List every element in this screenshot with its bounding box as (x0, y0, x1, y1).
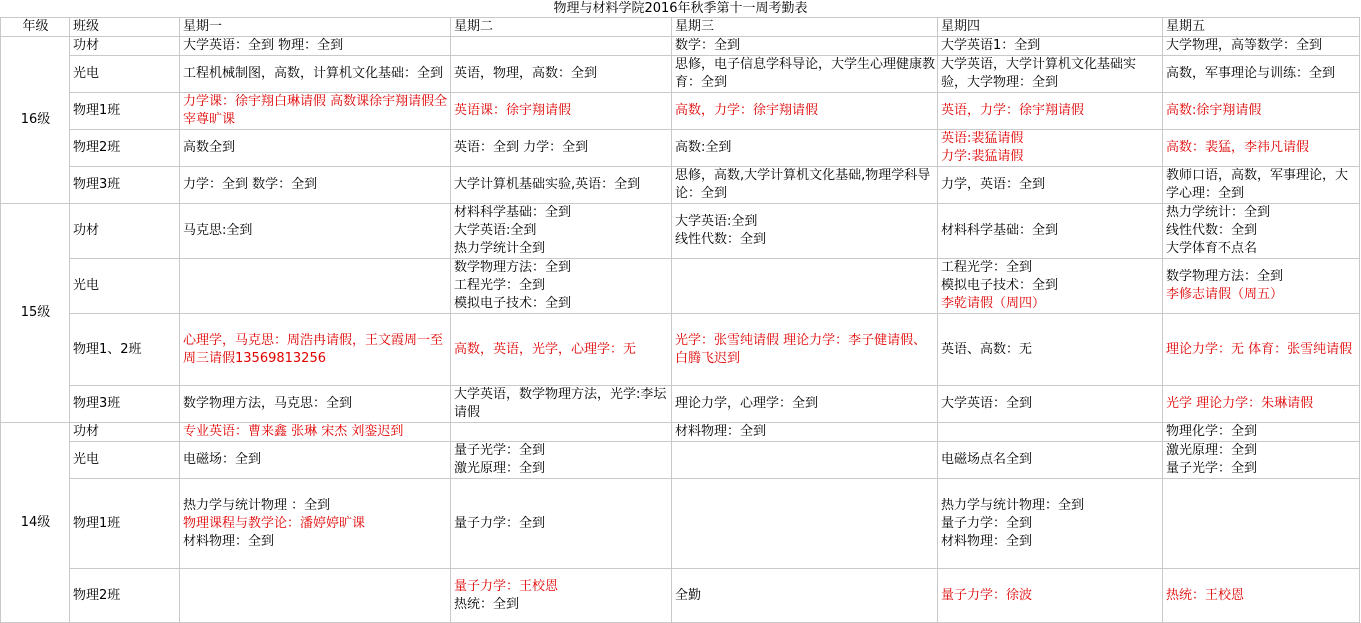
table-row (1, 93, 1360, 130)
header-monday: 星期一 (180, 18, 451, 37)
class-name-cell: 物理2班 (70, 130, 180, 167)
attendance-note: 热力学统计：全到 (1166, 205, 1271, 220)
attendance-cell-tuesday (451, 56, 672, 93)
attendance-cell-friday (1163, 386, 1360, 423)
class-name-cell: 光电 (70, 442, 180, 479)
attendance-note: 英语，物理，高数：全到 (454, 66, 598, 81)
attendance-note: 线性代数：全到 (1166, 223, 1258, 238)
attendance-cell-monday (180, 259, 451, 314)
attendance-note: 工程光学：全到 (941, 260, 1033, 275)
absence-note: 李修志请假（周五） (1166, 287, 1284, 302)
header-tuesday: 星期二 (451, 18, 672, 37)
attendance-cell-wednesday (672, 56, 938, 93)
attendance-cell-tuesday (451, 386, 672, 423)
attendance-cell-wednesday (672, 167, 938, 204)
class-name-cell: 物理1班 (70, 93, 180, 130)
attendance-cell-tuesday (451, 37, 672, 56)
attendance-note: 马克思:全到 (183, 223, 253, 238)
attendance-cell-monday (180, 37, 451, 56)
attendance-cell-wednesday (672, 37, 938, 56)
attendance-cell-wednesday (672, 130, 938, 167)
attendance-note: 数学物理方法：全到 (454, 260, 572, 275)
attendance-note: 思修，高数,大学计算机文化基础,物理学科导论：全到 (675, 168, 931, 201)
attendance-cell-wednesday (672, 204, 938, 259)
attendance-cell-thursday (938, 314, 1163, 386)
absence-note: 量子力学：王校恩 (454, 578, 559, 594)
attendance-note: 教师口语，高数，军事理论，大学心理：全到 (1166, 168, 1349, 201)
attendance-cell-monday (180, 314, 451, 386)
attendance-note: 材料科学基础：全到 (454, 205, 572, 220)
attendance-note: 思修，电子信息学科导论，大学生心理健康教育：全到 (675, 57, 936, 90)
attendance-cell-monday (180, 93, 451, 130)
table-row (1, 314, 1360, 386)
class-name-cell: 物理3班 (70, 386, 180, 423)
attendance-cell-tuesday (451, 130, 672, 167)
attendance-cell-tuesday (451, 167, 672, 204)
class-name-cell: 物理3班 (70, 167, 180, 204)
attendance-cell-friday (1163, 569, 1360, 623)
attendance-cell-tuesday (451, 442, 672, 479)
attendance-cell-thursday (938, 569, 1163, 623)
absence-note: 高数:徐宇翔请假 (1166, 103, 1262, 118)
absence-note: 英语:裴猛请假 (941, 131, 1024, 146)
attendance-cell-thursday (938, 93, 1163, 130)
attendance-cell-friday (1163, 442, 1360, 479)
attendance-note: 数学物理方法：全到 (1166, 269, 1284, 284)
attendance-cell-thursday (938, 386, 1163, 423)
attendance-cell-tuesday (451, 314, 672, 386)
absence-note: 力学:裴猛请假 (941, 149, 1024, 164)
attendance-cell-friday (1163, 167, 1360, 204)
absence-note: 力学课：徐宇翔白琳请假 高数课徐宇翔请假全宰尊旷课 (183, 94, 448, 127)
absence-note: 英语，力学：徐宇翔请假 (941, 103, 1085, 118)
attendance-cell-wednesday (672, 423, 938, 442)
class-name-cell: 物理1班 (70, 479, 180, 569)
header-thursday: 星期四 (938, 18, 1163, 37)
attendance-note: 大学英语，大学计算机文化基础实验，大学物理：全到 (941, 57, 1137, 90)
table-row (1, 442, 1360, 479)
attendance-note: 大学英语:全到 (675, 214, 758, 229)
header-class: 班级 (70, 18, 180, 37)
attendance-note: 激光原理：全到 (1166, 443, 1258, 458)
attendance-cell-thursday (938, 37, 1163, 56)
grade-cell: 14级 (1, 423, 70, 623)
sheet-title: 物理与材料学院2016年秋季第十一周考勤表 (553, 1, 808, 16)
class-name-cell: 功材 (70, 423, 180, 442)
attendance-cell-friday (1163, 56, 1360, 93)
table-row (1, 56, 1360, 93)
attendance-note: 英语：全到 力学：全到 (454, 140, 589, 155)
attendance-note: 大学英语1：全到 (941, 38, 1041, 53)
grade-cell: 16级 (1, 37, 70, 204)
table-row (1, 259, 1360, 314)
header-row (1, 18, 1360, 37)
attendance-cell-friday (1163, 423, 1360, 442)
absence-note: 光学：张雪纯请假 理论力学：李子健请假、白腾飞迟到 (675, 332, 927, 366)
attendance-cell-monday (180, 130, 451, 167)
attendance-cell-friday (1163, 479, 1360, 569)
absence-note: 理论力学：无 体育：张雪纯请假 (1166, 341, 1353, 357)
attendance-cell-friday (1163, 259, 1360, 314)
attendance-cell-friday (1163, 204, 1360, 259)
attendance-cell-wednesday (672, 386, 938, 423)
table-row (1, 167, 1360, 204)
attendance-note: 量子光学：全到 (1166, 461, 1258, 476)
attendance-cell-tuesday (451, 569, 672, 623)
attendance-note: 高数全到 (183, 140, 236, 155)
attendance-cell-wednesday (672, 314, 938, 386)
table-row (1, 386, 1360, 423)
attendance-cell-thursday (938, 442, 1163, 479)
attendance-note: 大学英语，数学物理方法，光学:李坛请假 (454, 387, 667, 420)
attendance-cell-monday (180, 167, 451, 204)
attendance-note: 力学：全到 数学：全到 (183, 177, 318, 192)
attendance-cell-thursday (938, 130, 1163, 167)
attendance-cell-thursday (938, 167, 1163, 204)
attendance-note: 量子力学：全到 (454, 515, 546, 531)
attendance-note: 热力学与统计物理 ：全到 (183, 497, 331, 513)
absence-note: 英语课：徐宇翔请假 (454, 103, 572, 118)
attendance-cell-thursday (938, 479, 1163, 569)
attendance-note: 量子光学：全到 (454, 443, 546, 458)
attendance-note: 电磁场：全到 (183, 452, 262, 467)
attendance-note: 量子力学：全到 (941, 515, 1033, 531)
attendance-cell-thursday (938, 423, 1163, 442)
absence-note: 高数，力学：徐宇翔请假 (675, 103, 819, 118)
attendance-note: 大学计算机基础实验,英语：全到 (454, 177, 641, 192)
table-row (1, 130, 1360, 167)
table-row (1, 479, 1360, 569)
class-name-cell: 光电 (70, 259, 180, 314)
table-row (1, 37, 1360, 56)
attendance-cell-monday (180, 204, 451, 259)
attendance-cell-wednesday (672, 569, 938, 623)
attendance-note: 电磁场点名全到 (941, 452, 1033, 467)
attendance-note: 材料物理：全到 (675, 424, 767, 439)
attendance-cell-friday (1163, 314, 1360, 386)
attendance-cell-monday (180, 386, 451, 423)
header-friday: 星期五 (1163, 18, 1360, 37)
attendance-cell-monday (180, 479, 451, 569)
attendance-note: 材料物理：全到 (183, 533, 275, 549)
absence-note: 李乾请假（周四） (941, 296, 1046, 311)
class-name-cell: 功材 (70, 204, 180, 259)
attendance-note: 力学，英语：全到 (941, 177, 1046, 192)
absence-note: 物理课程与教学论：潘婷婷旷课 (183, 515, 366, 531)
attendance-note: 理论力学，心理学：全到 (675, 396, 819, 411)
attendance-note: 大学英语:全到 (454, 223, 537, 238)
attendance-note: 大学物理，高等数学：全到 (1166, 38, 1323, 53)
attendance-note: 工程光学：全到 (454, 278, 546, 293)
attendance-note: 热统：全到 (454, 596, 520, 612)
attendance-cell-thursday (938, 259, 1163, 314)
absence-note: 热统：王校恩 (1166, 587, 1245, 603)
attendance-note: 数学：全到 (675, 38, 741, 53)
attendance-note: 线性代数：全到 (675, 232, 767, 247)
attendance-note: 大学英语：全到 (941, 396, 1033, 411)
attendance-note: 大学体育不点名 (1166, 241, 1258, 256)
absence-note: 量子力学：徐波 (941, 587, 1033, 603)
attendance-cell-friday (1163, 37, 1360, 56)
attendance-cell-monday (180, 56, 451, 93)
absence-note: 专业英语：曹来鑫 张琳 宋杰 刘銮迟到 (183, 424, 404, 439)
header-wednesday: 星期三 (672, 18, 938, 37)
attendance-cell-thursday (938, 56, 1163, 93)
attendance-cell-wednesday (672, 259, 938, 314)
class-name-cell: 功材 (70, 37, 180, 56)
attendance-note: 英语、高数：无 (941, 341, 1033, 357)
grade-cell: 15级 (1, 204, 70, 423)
absence-note: 高数，英语，光学，心理学：无 (454, 341, 637, 357)
attendance-cell-tuesday (451, 204, 672, 259)
table-row (1, 569, 1360, 623)
attendance-cell-tuesday (451, 479, 672, 569)
attendance-note: 激光原理：全到 (454, 461, 546, 476)
attendance-table (0, 17, 1360, 623)
attendance-note: 全勤 (675, 587, 702, 603)
attendance-note: 模拟电子技术：全到 (941, 278, 1059, 293)
attendance-cell-monday (180, 569, 451, 623)
table-row (1, 204, 1360, 259)
attendance-cell-monday (180, 423, 451, 442)
absence-note: 高数：裴猛，李祎凡请假 (1166, 140, 1310, 155)
class-name-cell: 物理1、2班 (70, 314, 180, 386)
attendance-cell-wednesday (672, 442, 938, 479)
class-name-cell: 光电 (70, 56, 180, 93)
attendance-cell-tuesday (451, 93, 672, 130)
attendance-note: 物理化学：全到 (1166, 424, 1258, 439)
attendance-cell-tuesday (451, 423, 672, 442)
attendance-note: 材料科学基础：全到 (941, 223, 1059, 238)
attendance-note: 高数:全到 (675, 140, 732, 155)
attendance-cell-monday (180, 442, 451, 479)
attendance-note: 大学英语：全到 物理：全到 (183, 38, 344, 53)
attendance-note: 材料物理：全到 (941, 533, 1033, 549)
absence-note: 心理学，马克思：周浩冉请假，王文霞周一至周三请假13569813256 (183, 332, 444, 366)
attendance-cell-friday (1163, 130, 1360, 167)
attendance-cell-wednesday (672, 93, 938, 130)
attendance-note: 热力学统计全到 (454, 241, 546, 256)
attendance-note: 模拟电子技术：全到 (454, 296, 572, 311)
attendance-cell-thursday (938, 204, 1163, 259)
header-grade: 年级 (1, 18, 70, 37)
attendance-cell-tuesday (451, 259, 672, 314)
attendance-note: 数学物理方法，马克思：全到 (183, 396, 353, 411)
attendance-note: 热力学与统计物理：全到 (941, 497, 1085, 513)
class-name-cell: 物理2班 (70, 569, 180, 623)
attendance-cell-friday (1163, 93, 1360, 130)
table-row (1, 423, 1360, 442)
attendance-note: 高数，军事理论与训练：全到 (1166, 66, 1336, 81)
absence-note: 光学 理论力学：朱琳请假 (1166, 396, 1314, 411)
attendance-cell-wednesday (672, 479, 938, 569)
attendance-note: 工程机械制图，高数，计算机文化基础：全到 (183, 66, 444, 81)
